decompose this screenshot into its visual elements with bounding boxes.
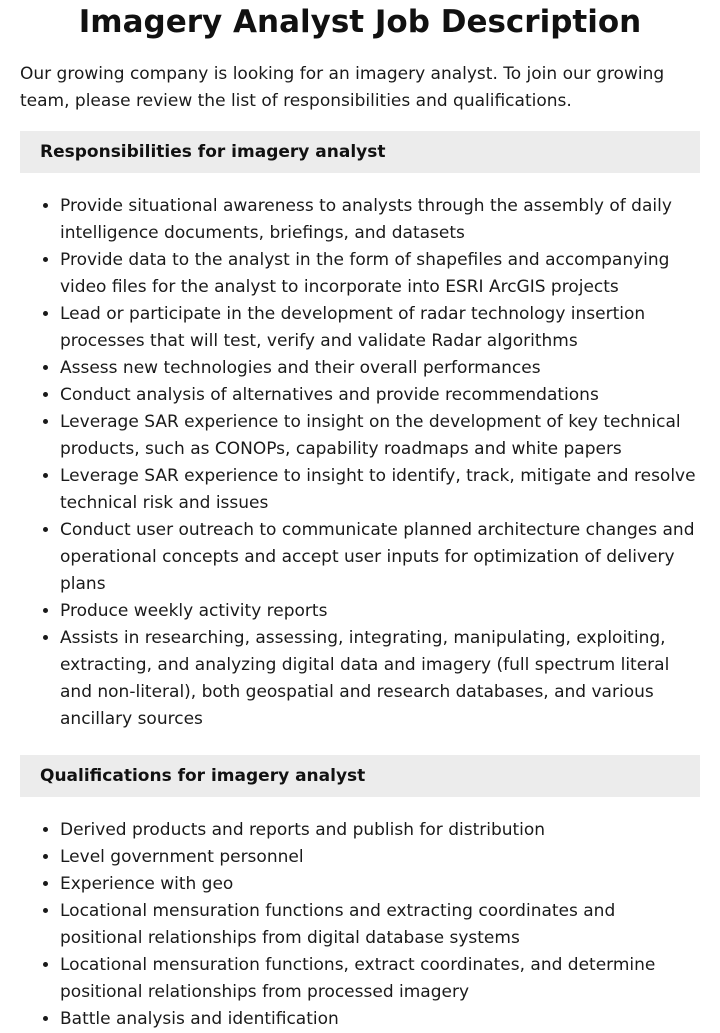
list-item: • Leverage SAR experience to insight on the development of key technical products, such as CONOPs, capability roadmaps and white papers <box>60 409 700 463</box>
list-item: • Provide data to the analyst in the form of shapefiles and accompanying video files for the analyst to incorporate into ESRI ArcGIS projects <box>60 247 700 301</box>
list-item: • Locational mensuration functions, extract coordinates, and determine positional relationships from processed imagery <box>60 952 700 1006</box>
responsibilities-list <box>20 193 700 733</box>
list-item: • Level government personnel <box>60 844 700 871</box>
list-item: • Locational mensuration functions and extracting coordinates and positional relationships from digital database systems <box>60 898 700 952</box>
list-item: • Produce weekly activity reports <box>60 598 700 625</box>
list-item: • Assess new technologies and their overall performances <box>60 355 700 382</box>
list-item: • Assists in researching, assessing, integrating, manipulating, exploiting, extracting, and analyzing digital data and imagery (full spectrum literal and non-literal), both geospatial and research databases, and various ancillary sources <box>60 625 700 733</box>
list-item: • Derived products and reports and publish for distribution <box>60 817 700 844</box>
page-title: Imagery Analyst Job Description <box>78 4 642 40</box>
list-item: • Provide situational awareness to analysts through the assembly of daily intelligence documents, briefings, and datasets <box>60 193 700 247</box>
qualifications-list <box>20 817 700 1033</box>
list-item: • Experience with geo <box>60 871 700 898</box>
intro-paragraph: Our growing company is looking for an imagery analyst. To join our growing team, please review the list of responsibilities and qualifications. <box>20 64 665 111</box>
list-item: • Conduct analysis of alternatives and provide recommendations <box>60 382 700 409</box>
list-item: • Lead or participate in the development of radar technology insertion processes that will test, verify and validate Radar algorithms <box>60 301 700 355</box>
responsibilities-heading: Responsibilities for imagery analyst <box>20 131 700 173</box>
list-item: • Battle analysis and identification <box>60 1006 700 1033</box>
list-item: • Leverage SAR experience to insight to identify, track, mitigate and resolve technical risk and issues <box>60 463 700 517</box>
qualifications-heading: Qualifications for imagery analyst <box>20 755 700 797</box>
list-item: • Conduct user outreach to communicate planned architecture changes and operational concepts and accept user inputs for optimization of delivery plans <box>60 517 700 598</box>
